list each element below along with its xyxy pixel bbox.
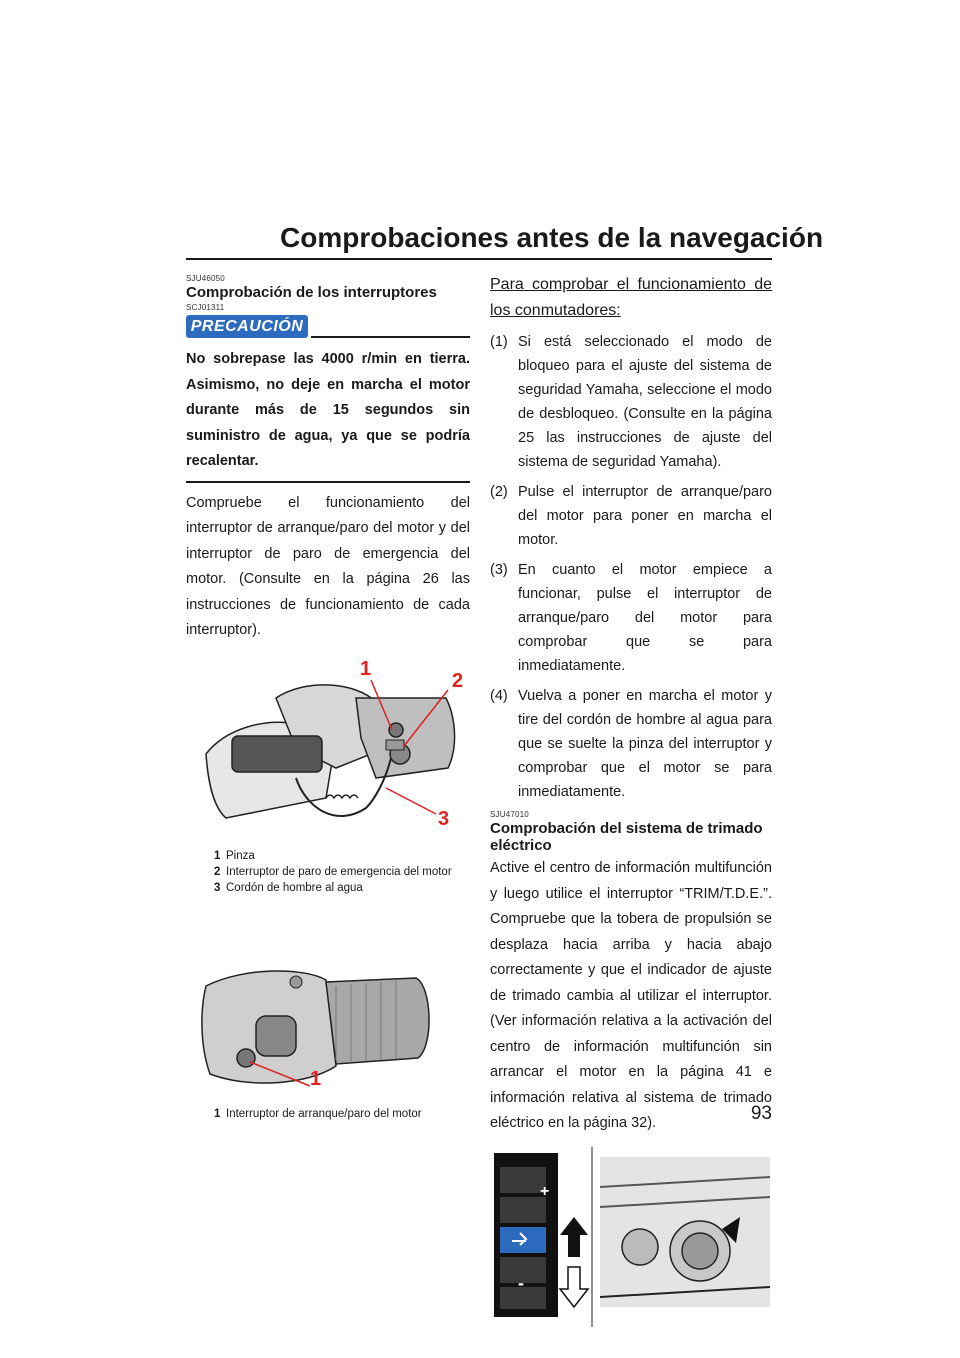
- figure-trim: [490, 1147, 772, 1332]
- callout-2: 2: [452, 669, 464, 692]
- trim-minus: -: [518, 1272, 524, 1293]
- warning-rule: [311, 336, 470, 338]
- section-title-switches: Comprobación de los interruptores: [186, 284, 437, 301]
- warning-banner: [186, 315, 470, 339]
- warning-end-rule: [186, 481, 470, 483]
- section2-code: SJU47010: [490, 810, 529, 819]
- section-title-trim: Comprobación del sistema de trimado eléctrico: [490, 820, 763, 854]
- page-header-title: Comprobaciones antes de la navegación: [280, 222, 824, 253]
- figure-start-stop: [186, 946, 470, 1101]
- left-column: [186, 274, 470, 1123]
- callout-1: 1: [360, 657, 372, 680]
- trim-illustration: [490, 1147, 772, 1327]
- switches-body: Compruebe el funcionamiento del interruptor de arranque/paro del motor y del interruptor de paro de emergencia del motor. (Consulte en la página 26 las instrucciones de funcionamiento de cada interruptor).: [186, 494, 470, 638]
- step-item: (3) En cuanto el motor empiece a funcionar, pulse el interruptor de arranque/paro del motor para comprobar que se para inmediatamente.: [490, 562, 772, 674]
- header-rule: [186, 258, 772, 260]
- callout-3: 3: [438, 807, 450, 830]
- warning-code: SCJ01311: [186, 303, 225, 312]
- trim-plus: +: [540, 1182, 550, 1200]
- caption-item: 2 Interruptor de paro de emergencia del motor: [214, 865, 452, 878]
- trim-body: Active el centro de información multifunción y luego utilice el interruptor “TRIM/T.D.E.”. Compruebe que la tobera de propulsión se desplaza hacia arriba y hacia abajo correctamente y que el indicador de ajuste de trimado cambia al utilizar el interruptor. (Ver información relativa a la activación del centro de información multifunción sin arrancar el motor en la página 41 e información relativa al sistema de trimado eléctrico en la página 32).: [490, 860, 772, 1131]
- step-item: (1) Si está seleccionado el modo de bloqueo para el ajuste del sistema de seguridad Yamaha, seleccione el modo de desbloqueo. (Consulte en la página 25 las instrucciones de ajuste del sistema de seguridad Yamaha).: [490, 334, 772, 470]
- caption-item: 3 Cordón de hombre al agua: [214, 881, 363, 894]
- kill-switch-illustration: [186, 658, 470, 838]
- caption-item: 1 Interruptor de arranque/paro del motor: [214, 1107, 422, 1120]
- callout-start-stop: 1: [310, 1067, 322, 1090]
- warning-text: No sobrepase las 4000 r/min en tierra. Asimismo, no deje en marcha el motor durante más de 15 segundos sin suministro de agua, ya que se podría recalentar.: [186, 351, 470, 469]
- check-subheading: Para comprobar el funcionamiento de los conmutadores:: [490, 276, 772, 319]
- start-stop-illustration: [186, 946, 470, 1096]
- page-number: 93: [750, 1103, 772, 1124]
- warning-badge: PRECAUCIÓN: [186, 315, 308, 338]
- check-steps: [490, 330, 772, 804]
- step-item: (4) Vuelva a poner en marcha el motor y tire del cordón de hombre al agua para que se suelte la pinza del interruptor y comprobar que el motor se para inmediatamente.: [490, 688, 772, 800]
- figure1-captions: [214, 849, 470, 896]
- right-column: [490, 272, 772, 1332]
- step-item: (2) Pulse el interruptor de arranque/paro del motor para poner en marcha el motor.: [490, 484, 772, 548]
- caption-item: 1 Pinza: [214, 849, 255, 862]
- figure2-captions: [214, 1107, 470, 1122]
- section-code: SJU46050: [186, 274, 225, 283]
- figure-kill-switch: [186, 658, 470, 843]
